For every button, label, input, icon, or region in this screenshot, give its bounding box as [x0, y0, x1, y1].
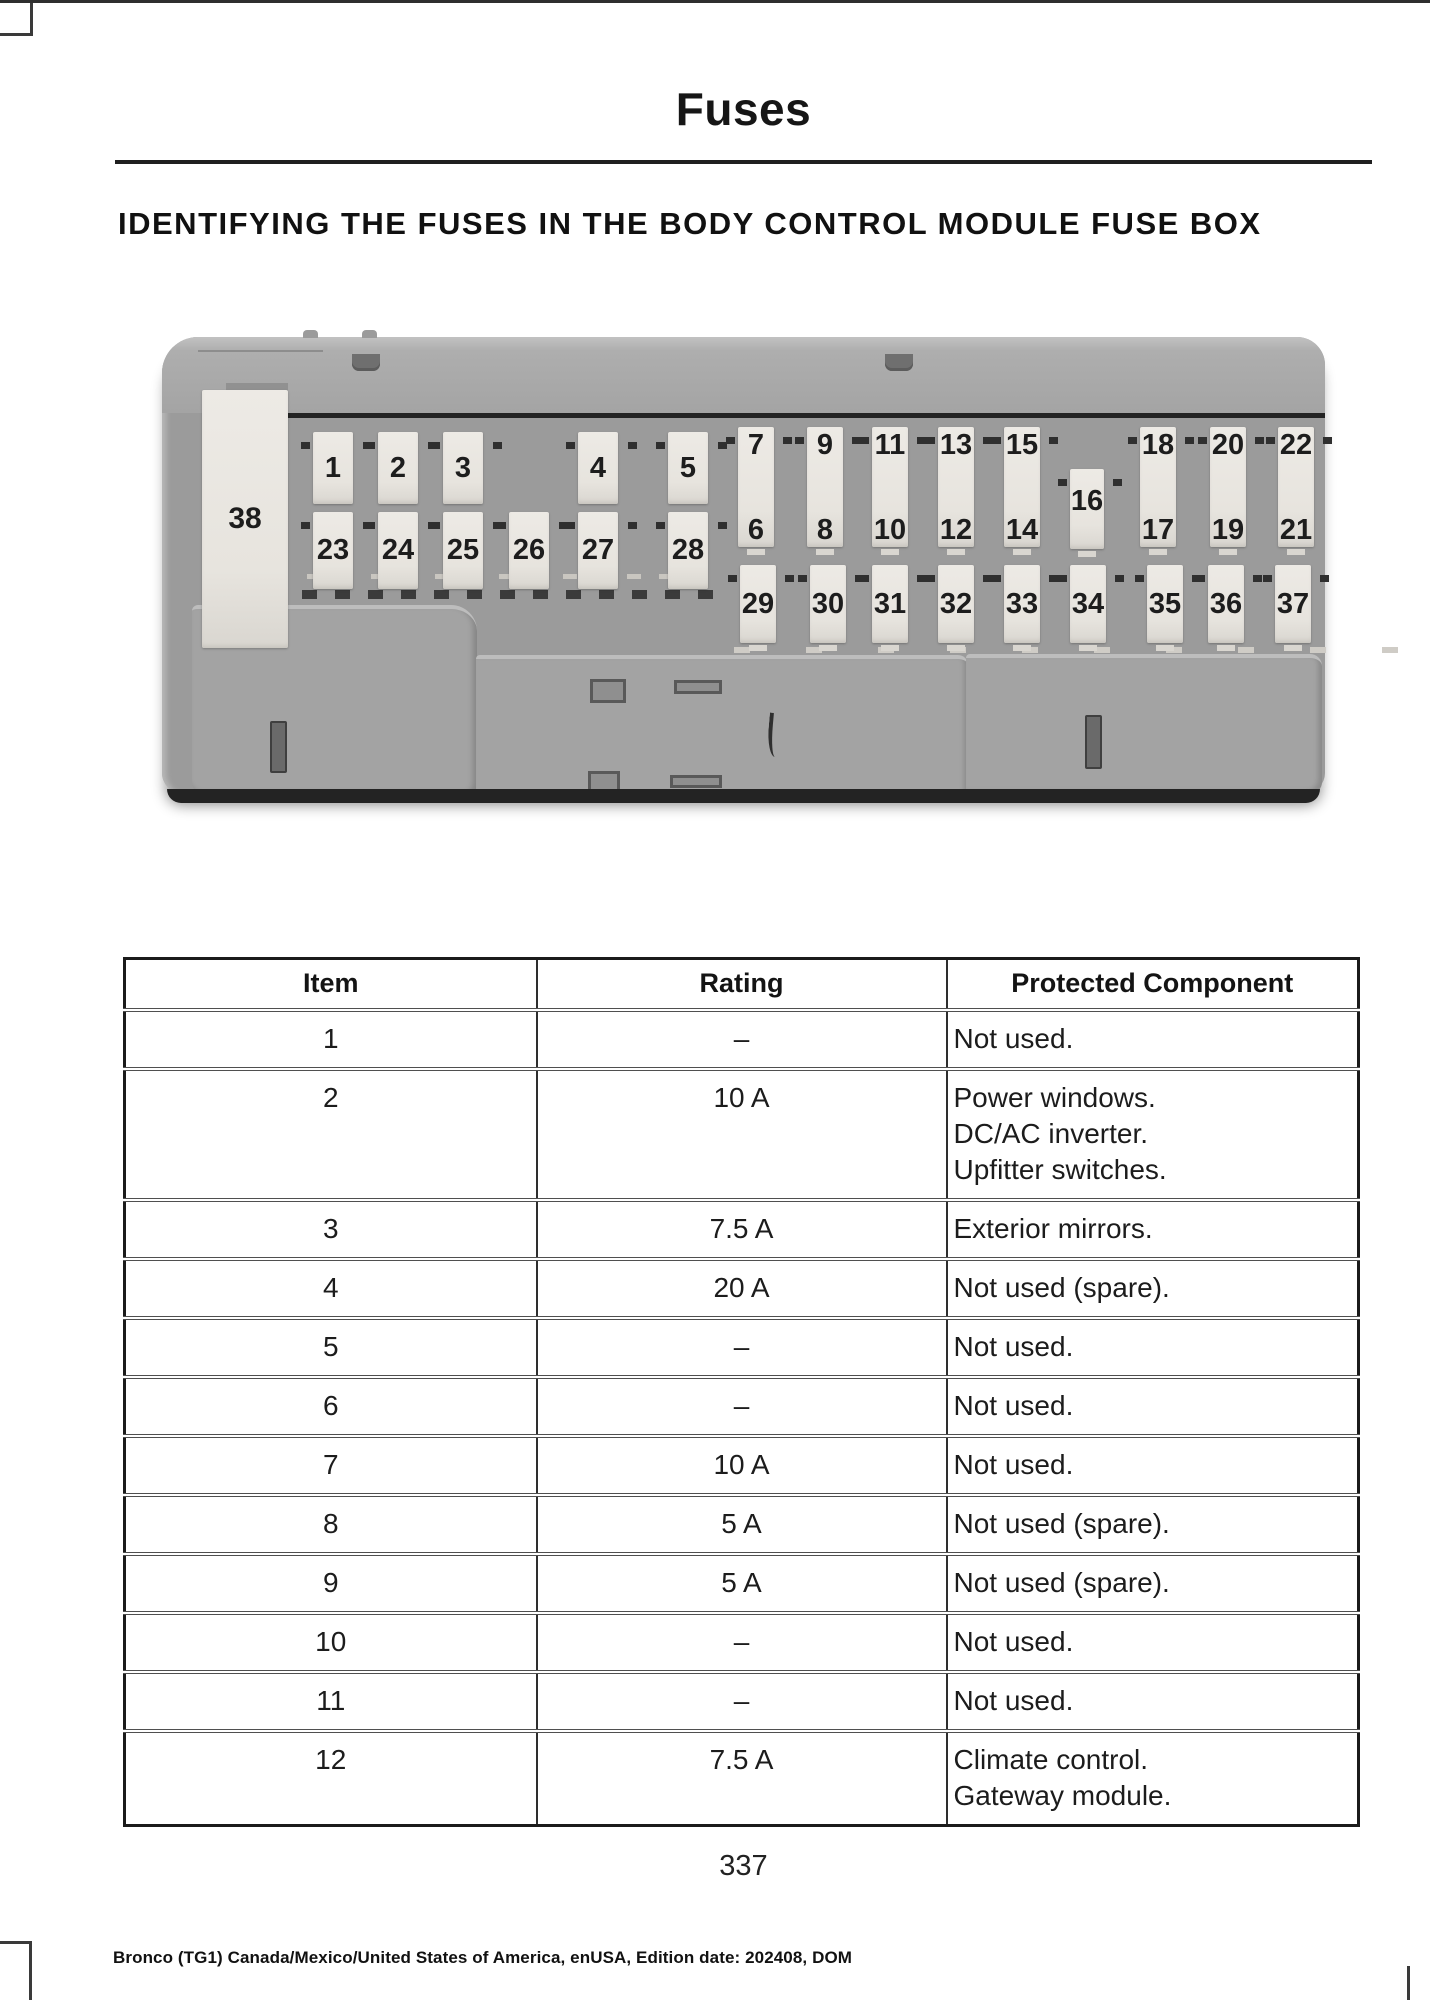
fuse-label: 8: [816, 514, 834, 546]
fuse-label: 31: [873, 587, 907, 620]
fusebox-slot: [1085, 715, 1102, 769]
table-row: [125, 1672, 1359, 1731]
page-number: 337: [719, 1850, 768, 1882]
fuse-label: 23: [316, 534, 350, 566]
table-row: [125, 1436, 1359, 1495]
component-line: Not used.: [953, 1331, 1074, 1362]
fuse-label: 6: [747, 514, 765, 546]
fusebox-connector-clip: [674, 680, 722, 694]
cell-rating: –: [537, 1010, 947, 1069]
fusebox-lower-panel-center: [476, 655, 968, 797]
cell-rating: 7.5 A: [537, 1200, 947, 1259]
fuse-label: 26: [512, 534, 546, 566]
component-line: Power windows.: [953, 1082, 1156, 1113]
table-row: [125, 1613, 1359, 1672]
fuse-label: 30: [811, 587, 845, 620]
table-row: [125, 1010, 1359, 1069]
component-line: Not used (spare).: [953, 1567, 1170, 1598]
table-header-row: [125, 959, 1359, 1011]
cell-item: 6: [125, 1377, 537, 1436]
cell-protected-component: [947, 1010, 1359, 1069]
cell-protected-component: [947, 1554, 1359, 1613]
component-line: Not used.: [953, 1449, 1074, 1480]
fuse-26: [509, 512, 549, 589]
cell-item: 1: [125, 1010, 537, 1069]
fusebox-slot: [270, 721, 287, 773]
cell-item: 8: [125, 1495, 537, 1554]
fuse-label: 34: [1071, 587, 1105, 620]
component-line: Not used.: [953, 1023, 1074, 1054]
cell-rating: 10 A: [537, 1069, 947, 1200]
fuse-label: 22: [1279, 429, 1313, 461]
page-corner-mark-bottom-left: [0, 1941, 32, 2000]
table-row: [125, 1318, 1359, 1377]
fusebox-clip-tab: [352, 354, 380, 371]
cell-rating: 10 A: [537, 1436, 947, 1495]
fusebox-bottom-rim: [167, 789, 1320, 803]
fuse-label: 20: [1211, 429, 1245, 461]
fuse-label: 35: [1148, 587, 1182, 620]
fuse-label: 17: [1141, 514, 1175, 546]
fuse-label: 3: [454, 451, 472, 484]
fuse-7-6: [738, 427, 774, 547]
cell-protected-component: [947, 1731, 1359, 1826]
fuse-label: 9: [816, 429, 834, 461]
fusebox-band-detail-line: [198, 350, 323, 352]
fuse-18-17: [1140, 427, 1176, 547]
fuse-2: [378, 432, 418, 504]
fuse-label: 13: [939, 429, 973, 461]
cell-rating: 7.5 A: [537, 1731, 947, 1826]
fuse-3: [443, 432, 483, 504]
fuse-29: [740, 565, 776, 643]
component-line: Not used (spare).: [953, 1508, 1170, 1539]
fuse-label: 2: [389, 451, 407, 484]
page-corner-mark-bottom-right: [1407, 1966, 1410, 2000]
section-heading: IDENTIFYING THE FUSES IN THE BODY CONTROL MODULE FUSE BOX: [118, 206, 1262, 241]
fuse-label: 37: [1276, 587, 1310, 620]
fusebox-separator-line: [288, 413, 1325, 418]
cell-rating: –: [537, 1672, 947, 1731]
fuse-label: 19: [1211, 514, 1245, 546]
fuse-label: 7: [747, 429, 765, 461]
fusebox-connector-clip: [590, 679, 626, 703]
page-title: Fuses: [675, 83, 812, 135]
table-row: [125, 1554, 1359, 1613]
component-line: DC/AC inverter.: [953, 1118, 1148, 1149]
table-row: [125, 1069, 1359, 1200]
fuse-label: 28: [671, 534, 705, 566]
fuse-23: [313, 512, 353, 589]
cell-protected-component: [947, 1377, 1359, 1436]
fuse-37: [1275, 565, 1311, 643]
footer-text: Bronco (TG1) Canada/Mexico/United States of America, enUSA, Edition date: 202408, DOM: [113, 1948, 853, 1967]
fuse-label: 32: [939, 587, 973, 620]
fusebox-top-pin: [303, 330, 318, 338]
fuse-9-8: [807, 427, 843, 547]
table-row: [125, 1259, 1359, 1318]
cell-rating: –: [537, 1613, 947, 1672]
fuse-box-diagram: [162, 337, 1325, 793]
cell-item: 5: [125, 1318, 537, 1377]
fuse-1: [313, 432, 353, 504]
component-line: Not used.: [953, 1685, 1074, 1716]
fuse-35: [1147, 565, 1183, 643]
fuse-label: 24: [381, 534, 415, 566]
cell-item: 4: [125, 1259, 537, 1318]
table-row: [125, 1731, 1359, 1826]
component-line: Not used.: [953, 1390, 1074, 1421]
cell-protected-component: [947, 1069, 1359, 1200]
fuse-38: [202, 390, 288, 648]
fuse-label: 29: [741, 587, 775, 620]
fuse-15-14: [1004, 427, 1040, 547]
fuse-24: [378, 512, 418, 589]
cell-rating: –: [537, 1377, 947, 1436]
fuse-label: 33: [1005, 587, 1039, 620]
fuse-32: [938, 565, 974, 643]
cell-rating: –: [537, 1318, 947, 1377]
fuse-label: 38: [228, 502, 262, 535]
fuse-label: 5: [679, 451, 697, 484]
cell-item: 2: [125, 1069, 537, 1200]
fusebox-clip-tab: [885, 354, 913, 371]
fuse-rating-table: [123, 957, 1360, 1827]
fuse-label: 12: [939, 514, 973, 546]
cell-item: 9: [125, 1554, 537, 1613]
cell-protected-component: [947, 1200, 1359, 1259]
fuse-30: [810, 565, 846, 643]
fusebox-top-band: [162, 337, 1325, 413]
fusebox-top-pin: [362, 330, 377, 338]
cell-protected-component: [947, 1318, 1359, 1377]
component-line: Not used (spare).: [953, 1272, 1170, 1303]
fuse-5: [668, 432, 708, 504]
fuse-11-10: [872, 427, 908, 547]
table-row: [125, 1200, 1359, 1259]
component-line: Climate control.: [953, 1744, 1149, 1775]
fuse-label: 25: [446, 534, 480, 566]
fuse-label: 14: [1005, 514, 1039, 546]
cell-rating: 5 A: [537, 1495, 947, 1554]
title-divider-rule: [115, 160, 1372, 164]
cell-protected-component: [947, 1672, 1359, 1731]
component-line: Exterior mirrors.: [953, 1213, 1153, 1244]
table-row: [125, 1495, 1359, 1554]
component-line: Gateway module.: [953, 1780, 1172, 1811]
component-line: Upfitter switches.: [953, 1154, 1167, 1185]
column-header-item: Item: [125, 959, 537, 1011]
table-row: [125, 1377, 1359, 1436]
fuse-label: 11: [874, 429, 906, 461]
cell-item: 11: [125, 1672, 537, 1731]
cell-protected-component: [947, 1613, 1359, 1672]
fuse-36: [1208, 565, 1244, 643]
fuse-31: [872, 565, 908, 643]
fuse-label: 15: [1005, 429, 1039, 461]
fuse-34: [1070, 565, 1106, 643]
page-corner-mark-top-left: [0, 3, 33, 36]
fuse-4: [578, 432, 618, 504]
column-header-protected-component: Protected Component: [947, 959, 1359, 1011]
fuse-22-21: [1278, 427, 1314, 547]
fuse-label: 1: [324, 451, 342, 484]
fuse-16: [1070, 469, 1104, 549]
component-line: Not used.: [953, 1626, 1074, 1657]
cell-item: 7: [125, 1436, 537, 1495]
fuse-label: 36: [1209, 587, 1243, 620]
fuse-25: [443, 512, 483, 589]
fuse-label: 4: [589, 451, 607, 484]
cell-rating: 20 A: [537, 1259, 947, 1318]
cell-item: 3: [125, 1200, 537, 1259]
cell-protected-component: [947, 1259, 1359, 1318]
fuse-20-19: [1210, 427, 1246, 547]
cell-protected-component: [947, 1436, 1359, 1495]
fuse-28: [668, 512, 708, 589]
fusebox-terminal-dashes: [302, 590, 730, 599]
cell-rating: 5 A: [537, 1554, 947, 1613]
fuse-27: [578, 512, 618, 589]
fusebox-connector-clip: [670, 775, 722, 788]
cell-item: 12: [125, 1731, 537, 1826]
fusebox-lower-panel-right: [966, 654, 1322, 794]
cell-protected-component: [947, 1495, 1359, 1554]
fuse-33: [1004, 565, 1040, 643]
fuse-label: 21: [1279, 514, 1313, 546]
fuse-label: 10: [873, 514, 907, 546]
column-header-rating: Rating: [537, 959, 947, 1011]
fuse-13-12: [938, 427, 974, 547]
page-top-rule: [0, 0, 1430, 3]
fuse-label: 18: [1141, 429, 1175, 461]
fuse-label: 16: [1070, 485, 1104, 517]
fuse-label: 27: [581, 534, 615, 566]
cell-item: 10: [125, 1613, 537, 1672]
